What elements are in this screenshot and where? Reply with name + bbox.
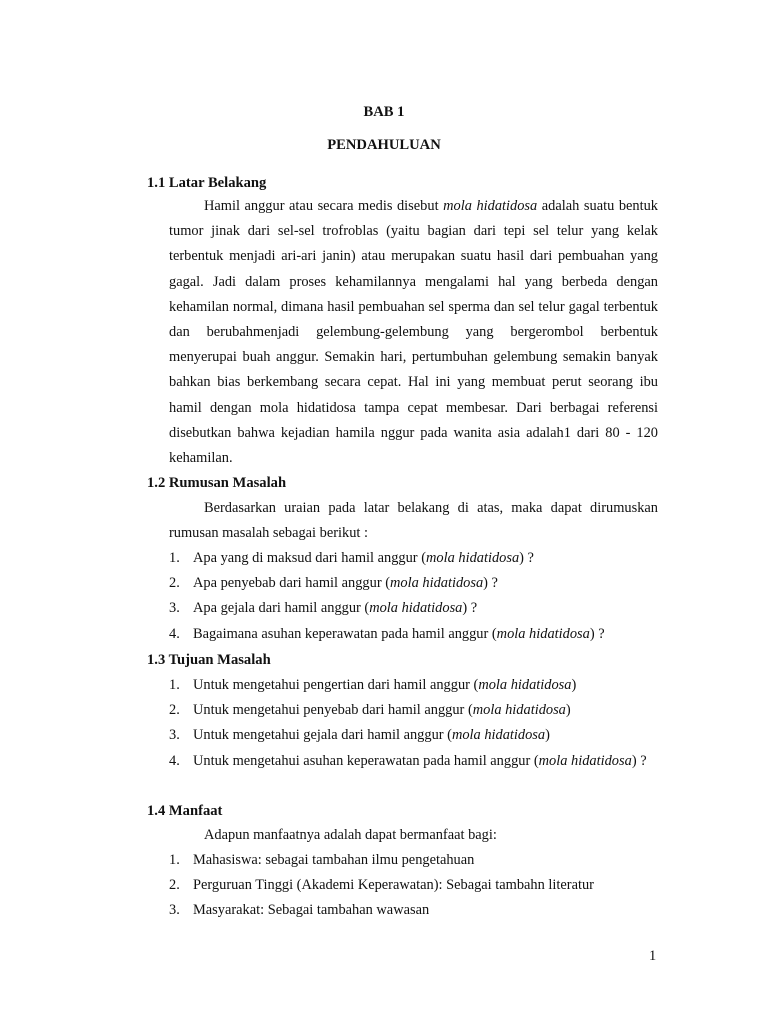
intro-text: Berdasarkan uraian pada latar belakang di atas, maka dapat dirumuskan rumusan masalah sebagai berikut : (169, 500, 658, 542)
italic-term: mola hidatidosa (478, 677, 572, 693)
section-heading-manfaat: 1.4 Manfaat (147, 803, 223, 819)
list-text: Bagaimana asuhan keperawatan pada hamil anggur ( (193, 625, 497, 642)
list-item (169, 873, 658, 898)
manfaat-list (169, 848, 658, 924)
list-number: 3. (169, 600, 180, 617)
list-number: 1. (169, 852, 180, 868)
list-item (169, 723, 658, 748)
paragraph-latar-belakang (169, 194, 658, 471)
italic-term: mola hidatidosa (538, 752, 632, 769)
list-item (169, 622, 658, 647)
paragraph-text-start: Hamil anggur atau secara medis disebut (204, 198, 444, 214)
paragraph-rumusan-intro (169, 496, 658, 546)
list-number: 1. (169, 677, 180, 693)
section-heading-rumusan-masalah: 1.2 Rumusan Masalah (147, 475, 287, 491)
section-heading-tujuan-masalah: 1.3 Tujuan Masalah (147, 652, 271, 668)
paragraph-manfaat-intro (169, 823, 658, 848)
list-text: Apa gejala dari hamil anggur ( (193, 600, 370, 617)
italic-term: mola hidatidosa (451, 727, 546, 744)
list-item (169, 698, 658, 723)
list-text: Untuk mengetahui pengertian dari hamil anggur ( (193, 677, 479, 693)
list-number: 4. (169, 752, 180, 769)
list-number: 3. (169, 902, 180, 919)
chapter-number: BAB 1 (363, 104, 405, 120)
list-text: ) (571, 677, 577, 693)
list-text: ) ? (462, 600, 478, 617)
list-text: Apa penyebab dari hamil anggur ( (193, 575, 390, 592)
list-number: 2. (169, 575, 180, 592)
intro-text: Adapun manfaatnya adalah dapat bermanfaat bagi: (204, 827, 497, 843)
list-number: 1. (169, 550, 180, 566)
list-item (169, 571, 658, 596)
paragraph-text-rest: adalah suatu bentuk tumor jinak dari sel-sel trofroblas (yaitu bagian dari tepi sel telur yang kelak terbentuk menjadi ari-ari janin) atau merupakan suatu hasil dari pembuahan yang gagal. Jadi dalam proses kehamilannya mengalami hal yang berbeda dengan kehamilan normal, dimana hasil pembuahan sel sperma dan sel telur gagal terbentuk dan berubahmenjadi gelembung-gelembung yang bergerombol berbentuk menyerupai buah anggur. Semakin hari, pertumbuhan gelembung semakin banyak bahkan bias berkembang secara cepat. Hal ini yang membuat perut seorang ibu hamil dengan mola hidatidosa tampa cepat membesar. Dari berbagai referensi disebutkan bahwa kejadian hamila nggur pada wanita asia adalah1 dari 80 - 120 kehamilan. (169, 198, 658, 467)
list-item (169, 848, 658, 873)
list-number: 2. (169, 702, 180, 719)
list-text: ) ? (519, 550, 534, 566)
list-item (169, 546, 658, 571)
italic-term: mola hidatidosa (426, 550, 520, 566)
italic-term: mola hidatidosa (496, 625, 590, 642)
chapter-title: PENDAHULUAN (327, 137, 441, 153)
italic-term: mola hidatidosa (443, 198, 538, 214)
list-number: 3. (169, 727, 180, 744)
list-item (169, 898, 658, 923)
list-text: Untuk mengetahui gejala dari hamil anggur ( (193, 727, 452, 744)
italic-term: mola hidatidosa (369, 600, 463, 617)
italic-term: mola hidatidosa (390, 575, 484, 592)
list-number: 2. (169, 877, 180, 894)
list-text: Perguruan Tinggi (Akademi Keperawatan): Sebagai tambahn literatur (193, 877, 594, 894)
list-text: ) (545, 727, 550, 744)
list-item (169, 596, 658, 621)
list-text: ) ? (589, 625, 605, 642)
list-text: Untuk mengetahui asuhan keperawatan pada hamil anggur ( (193, 752, 539, 769)
list-item (169, 673, 658, 698)
page-number: 1 (649, 948, 657, 964)
list-text: Mahasiswa: sebagai tambahan ilmu pengetahuan (193, 852, 475, 868)
rumusan-list (169, 546, 658, 647)
tujuan-list (169, 673, 658, 774)
list-text: Apa yang di maksud dari hamil anggur ( (193, 550, 426, 566)
italic-term: mola hidatidosa (472, 702, 566, 719)
list-text: ) ? (631, 752, 647, 769)
list-item (169, 749, 658, 774)
list-text: Masyarakat: Sebagai tambahan wawasan (193, 902, 430, 919)
list-text: Untuk mengetahui penyebab dari hamil anggur ( (193, 702, 473, 719)
list-text: ) (565, 702, 571, 719)
section-heading-latar-belakang: 1.1 Latar Belakang (147, 175, 267, 191)
list-text: ) ? (483, 575, 498, 592)
list-number: 4. (169, 625, 180, 642)
